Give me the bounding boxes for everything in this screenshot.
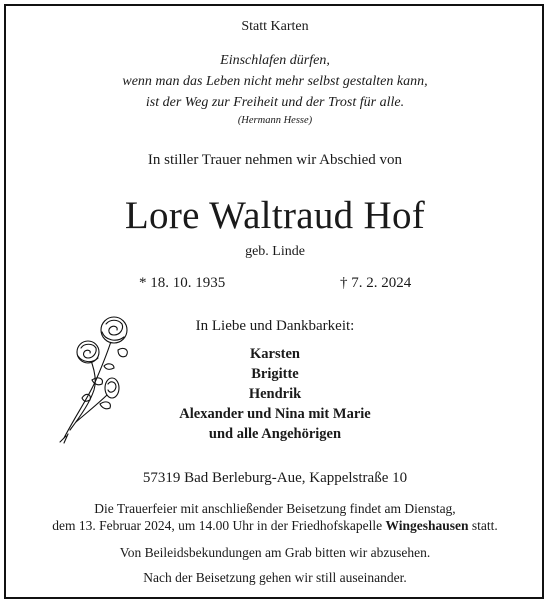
condolence-note: Von Beileidsbekundungen am Grab bitten wir abzusehen. <box>119 545 431 560</box>
mourner-name: Hendrik <box>248 386 302 402</box>
birth-name: geb. Linde <box>245 244 305 259</box>
poem-author: (Hermann Hesse) <box>237 115 313 126</box>
ceremony-date-text: dem 13. Februar 2024, um 14.00 Uhr in der Friedhofskapelle <box>52 518 386 533</box>
statt-karten-label: Statt Karten <box>241 19 309 34</box>
mourner-name: Karsten <box>250 346 300 362</box>
poem-line-1: Einschlafen dürfen, <box>220 53 330 68</box>
ceremony-place: Wingeshausen <box>385 518 469 533</box>
mourner-name: Brigitte <box>251 366 299 382</box>
ceremony-line-1: Die Trauerfeier mit anschließender Beisetzung findet am Dienstag, <box>94 501 456 516</box>
family-address: 57319 Bad Berleburg-Aue, Kappelstraße 10 <box>142 470 408 486</box>
mourners-heading: In Liebe und Dankbarkeit: <box>195 318 355 334</box>
intro-text: In stiller Trauer nehmen wir Abschied von <box>147 152 403 168</box>
deceased-name: Lore Waltraud Hof <box>124 194 426 237</box>
death-date: † 7. 2. 2024 <box>340 275 412 291</box>
poem-line-3: ist der Weg zur Freiheit und der Trost für alle. <box>145 95 405 110</box>
poem-line-2: wenn man das Leben nicht mehr selbst gestalten kann, <box>122 74 428 89</box>
mourner-name: und alle Angehörigen <box>208 426 342 442</box>
closing-note: Nach der Beisetzung gehen wir still auseinander. <box>143 570 407 585</box>
birth-date: * 18. 10. 1935 <box>139 275 226 291</box>
ceremony-line-2 <box>0 518 550 534</box>
mourner-name: Alexander und Nina mit Marie <box>179 406 371 422</box>
ceremony-end-text: statt. <box>468 518 498 533</box>
